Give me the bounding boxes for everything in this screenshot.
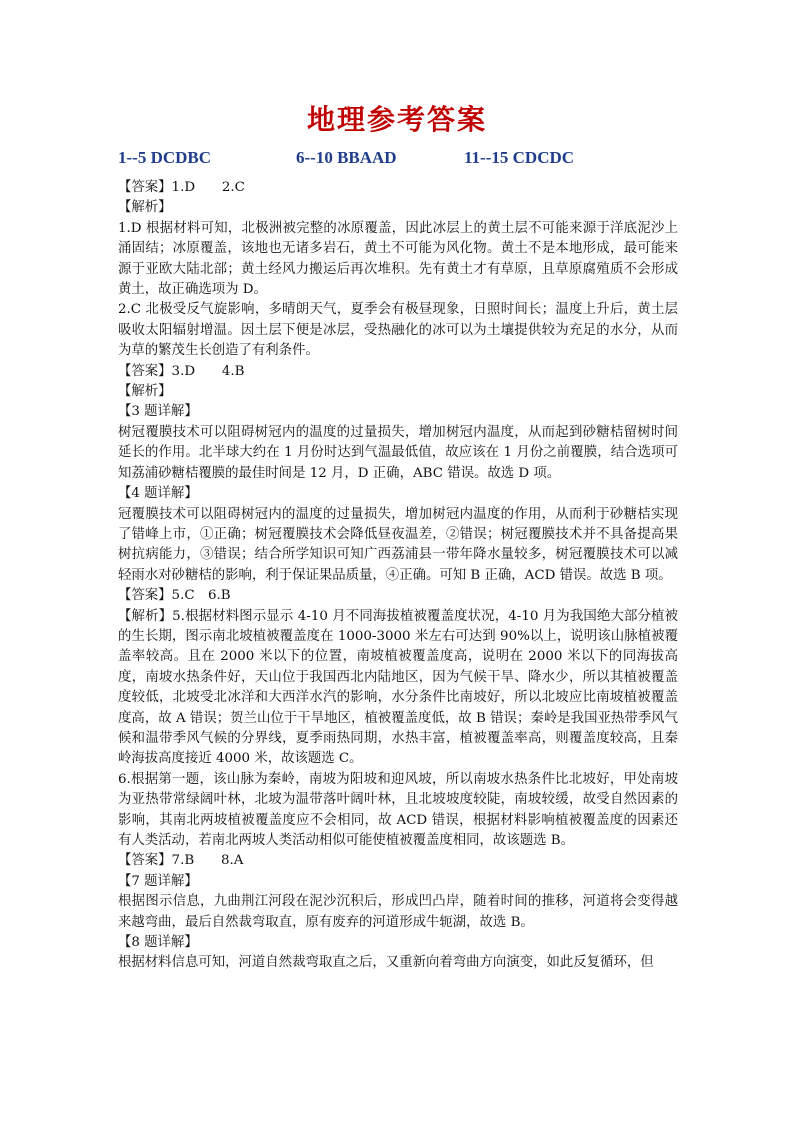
answer-key-group: 1--5 DCDBC (118, 148, 212, 167)
section-heading: 【解析】 (118, 384, 172, 400)
answer-line: 【答案】3.D 4.B (118, 363, 245, 379)
section-heading: 【解析】 (118, 200, 172, 216)
explanation-paragraph: 冠覆膜技术可以阻碍树冠内的温度的过量损失，增加树冠内温度的作用，从而利于砂糖桔实现了错峰上市，①正确；树冠覆膜技术会降低昼夜温差，②错误；树冠覆膜技术并不具备提高果树抗病能力，③错误；结合所学知识可知广西荔浦县一带年降水量较多，树冠覆膜技术可以减轻雨水对砂糖桔的影响，利于保证果品质量，④正确。可知 B 正确，ACD 错误。故选 B 项。 (118, 506, 678, 583)
answer-line: 【答案】7.B 8.A (118, 853, 244, 869)
answer-explanations (118, 178, 678, 974)
section-heading: 【8 题详解】 (118, 935, 198, 951)
explanation-paragraph: 【解析】5.根据材料图示显示 4-10 月不同海拔植被覆盖度状况，4-10 月为我国绝大部分植被的生长期，图示南北坡植被覆盖度在 1000-3000 米左右可达到 90%以上，说明该山脉植被覆盖率较高。且在 2000 米以下的位置，南坡植被覆盖度高，说明在 2000 米以下的同海拔高度，南坡水热条件好，天山位于我国西北内陆地区，因为气候干旱、降水少，所以其植被覆盖度较低，北坡受北冰洋和大西洋水汽的影响，水分条件比南坡好，所以北坡应比南坡植被覆盖度高，故 A 错误；贺兰山位于干旱地区，植被覆盖度低，故 B 错误；秦岭是我国亚热带季风气候和温带季风气候的分界线，夏季雨热同期，水热丰富，植被覆盖率高，则覆盖度较高，且秦岭海拔高度接近 4000 米，故该题选 C。 (118, 608, 678, 767)
answer-key-group: 11--15 CDCDC (464, 148, 575, 167)
explanation-paragraph: 2.C 北极受反气旋影响，多晴朗天气，夏季会有极昼现象，日照时间长；温度上升后，黄土层吸收太阳辐射增温。因土层下便是冰层，受热融化的冰可以为土壤提供较为充足的水分，从而为草的繁茂生长创造了有利条件。 (118, 302, 678, 359)
answer-line: 【答案】5.C 6.B (118, 588, 231, 604)
section-heading: 【4 题详解】 (118, 486, 198, 502)
answer-line: 【答案】1.D 2.C (118, 180, 245, 195)
explanation-paragraph: 6.根据第一题，该山脉为秦岭，南坡为阳坡和迎风坡，所以南坡水热条件比北坡好，甲处南坡为亚热带常绿阔叶林，北坡为温带落叶阔叶林，且北坡坡度较陡，南坡较缓，故受自然因素的影响，其南北两坡植被覆盖度应不会相同，故 ACD 错误，根据材料影响植被覆盖度的因素还有人类活动，若南北两坡人类活动相似可能使植被覆盖度相同，故该题选 B。 (118, 771, 678, 848)
explanation-paragraph: 树冠覆膜技术可以阻碍树冠内的温度的过量损失，增加树冠内温度，从而起到砂糖桔留树时间延长的作用。北半球大约在 1 月份时达到气温最低值，故应该在 1 月份之前覆膜，结合选项可知荔浦砂糖桔覆膜的最佳时间是 12 月，D 正确，ABC 错误。故选 D 项。 (118, 424, 678, 481)
answer-key-group: 6--10 BBAAD (296, 148, 397, 167)
explanation-paragraph: 1.D 根据材料可知，北极洲被完整的冰原覆盖，因此冰层上的黄土层不可能来源于洋底泥沙上涌固结；冰原覆盖，该地也无诸多岩石，黄土不可能为风化物。黄土不是本地形成，最可能来源于亚欧大陆北部；黄土经风力搬运后再次堆积。先有黄土才有草原，且草原腐殖质不会形成黄土，故正确选项为 D。 (118, 220, 678, 298)
explanation-paragraph: 根据材料信息可知，河道自然裁弯取直之后，又重新向着弯曲方向演变，如此反复循环，但 (118, 955, 654, 971)
section-heading: 【7 题详解】 (118, 873, 198, 889)
answer-key-row (118, 148, 718, 172)
explanation-paragraph: 根据图示信息，九曲荆江河段在泥沙沉积后，形成凹凸岸，随着时间的推移，河道将会变得越来越弯曲，最后自然裁弯取直，原有废弃的河道形成牛轭湖，故选 B。 (118, 894, 678, 930)
page-title: 地理参考答案 (306, 103, 487, 136)
section-heading: 【3 题详解】 (118, 404, 198, 420)
